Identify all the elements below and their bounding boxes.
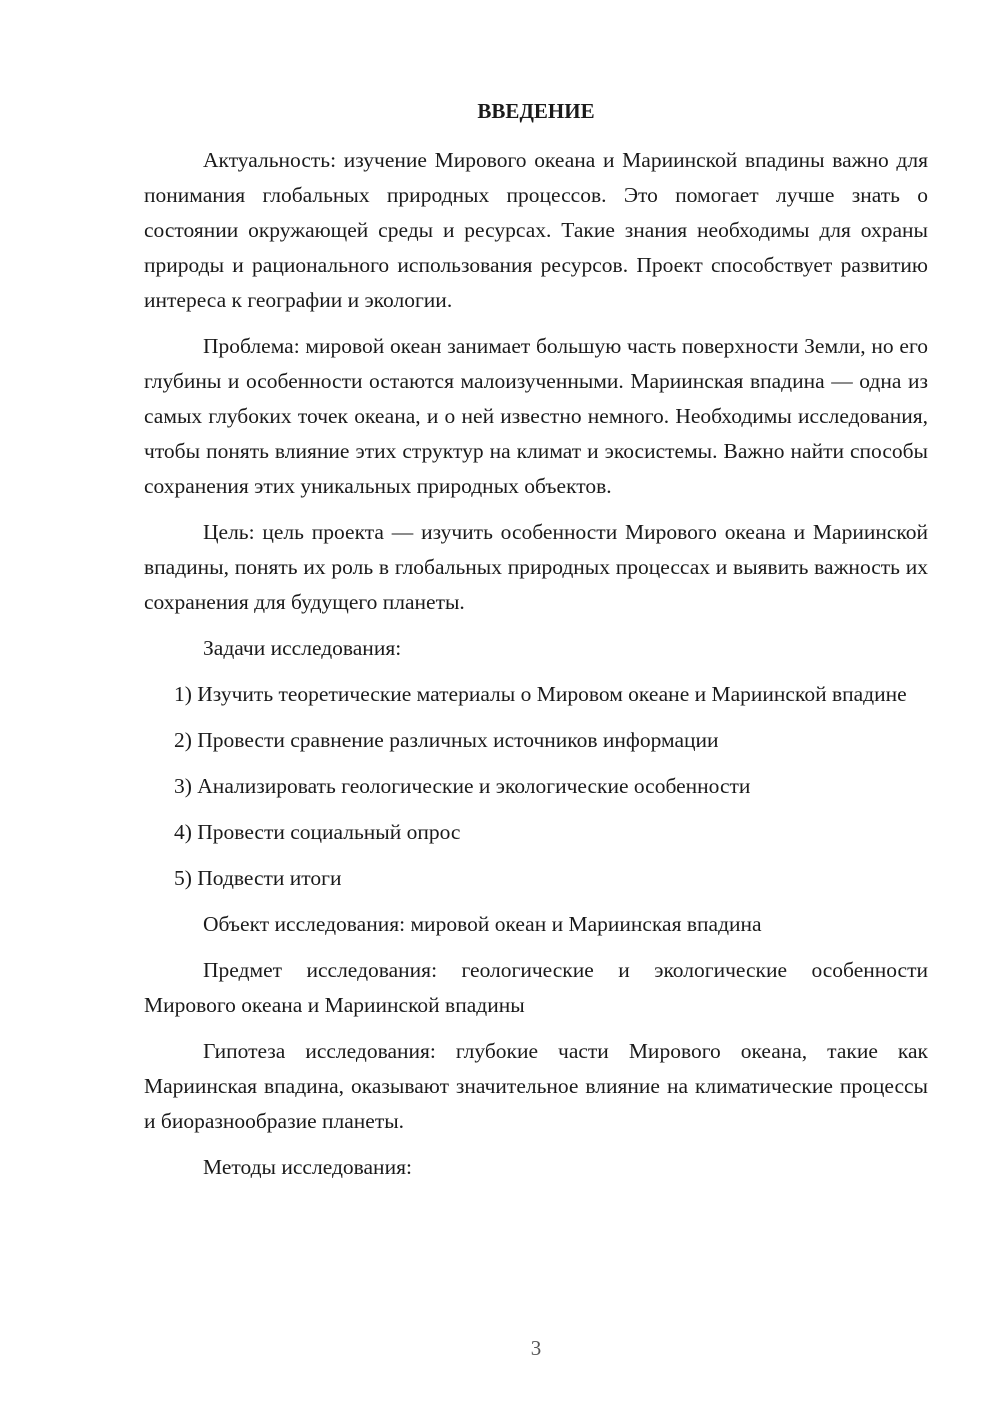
subject-paragraph: Предмет исследования: геологические и экологические особенности Мирового океана и Мариинской впадины <box>144 958 928 1017</box>
document-page <box>144 95 928 1185</box>
tasks-heading: Задачи исследования: <box>203 636 402 660</box>
hypothesis-paragraph: Гипотеза исследования: глубокие части Мирового океана, такие как Мариинская впадина, оказывают значительное влияние на климатические процессы и биоразнообразие планеты. <box>144 1039 928 1133</box>
task-item-2: 2) Провести сравнение различных источников информации <box>174 728 719 752</box>
task-item-5: 5) Подвести итоги <box>174 866 342 890</box>
goal-paragraph: Цель: цель проекта — изучить особенности Мирового океана и Мариинской впадины, понять их роль в глобальных природных процессах и выявить важность их сохранения для будущего планеты. <box>144 520 928 614</box>
object-paragraph: Объект исследования: мировой океан и Мариинская впадина <box>203 912 762 936</box>
task-item-3: 3) Анализировать геологические и экологические особенности <box>174 774 751 798</box>
problem-paragraph: Проблема: мировой океан занимает большую часть поверхности Земли, но его глубины и особенности остаются малоизученными. Мариинская впадина — одна из самых глубоких точек океана, и о ней известно немного. Необходимы исследования, чтобы понять влияние этих структур на климат и экосистемы. Важно найти способы сохранения этих уникальных природных объектов. <box>144 334 928 498</box>
task-item-1: 1) Изучить теоретические материалы о Мировом океане и Мариинской впадине <box>174 682 907 706</box>
page-title: ВВЕДЕНИЕ <box>477 99 595 123</box>
task-item-4: 4) Провести социальный опрос <box>174 820 461 844</box>
page-number: 3 <box>530 1336 542 1360</box>
relevance-paragraph: Актуальность: изучение Мирового океана и Мариинской впадины важно для понимания глобальных природных процессов. Это помогает лучше знать о состоянии окружающей среды и ресурсах. Такие знания необходимы для охраны природы и рационального использования ресурсов. Проект способствует развитию интереса к географии и экологии. <box>144 148 928 312</box>
methods-heading: Методы исследования: <box>203 1155 412 1179</box>
